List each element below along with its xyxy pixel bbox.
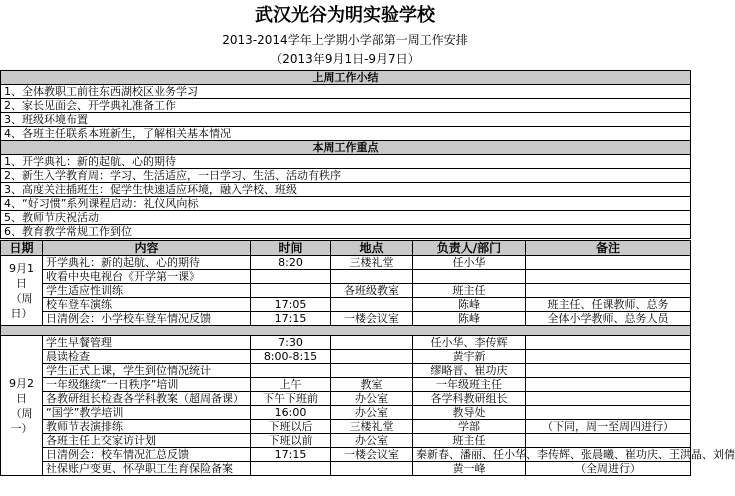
- separator-cell: [1, 326, 691, 336]
- notes-cell: 班主任、任课教师、总务: [526, 298, 691, 312]
- owner-cell: 班主任: [413, 434, 526, 448]
- owner-cell: [413, 270, 526, 284]
- document-subtitle: 2013-2014学年上学期小学部第一周工作安排: [222, 33, 468, 47]
- table-row: [1, 270, 691, 284]
- location-cell: 办公室: [331, 406, 413, 420]
- schedule-table: [0, 240, 735, 476]
- notes-cell: 全体小学教师、总务人员: [526, 312, 691, 326]
- time-cell: 下午下班前: [251, 392, 331, 406]
- notes-cell: [526, 434, 691, 448]
- table-row: [1, 298, 691, 312]
- time-cell: 17:05: [251, 298, 331, 312]
- table-row: [1, 256, 691, 270]
- location-cell: 三楼礼堂: [331, 420, 413, 434]
- header-date: 日期: [1, 241, 43, 256]
- weekday-label: （周日）: [10, 291, 33, 320]
- activity-cell: 学生适应性训练: [43, 284, 251, 298]
- location-cell: 各班级教室: [331, 284, 413, 298]
- owner-cell: 班主任: [413, 284, 526, 298]
- weekday-label: （周一）: [10, 406, 33, 435]
- activity-cell: 开学典礼：新的起航、心的期待: [43, 256, 251, 270]
- owner-cell: 陈峰: [413, 312, 526, 326]
- last-week-item: 2、家长见面会、开学典礼准备工作: [1, 99, 691, 113]
- time-cell: 下班以前: [251, 434, 331, 448]
- activity-cell: 教师节表演排练: [43, 420, 251, 434]
- notes-cell: [526, 350, 691, 364]
- date-label: 9月1日: [9, 261, 34, 290]
- last-week-item: 4、各班主任联系本班新生，了解相关基本情况: [1, 127, 691, 141]
- last-week-item: 3、班级环境布置: [1, 113, 691, 127]
- table-row: [1, 392, 691, 406]
- location-cell: 办公室: [331, 434, 413, 448]
- owner-cell: 黄宇新: [413, 350, 526, 364]
- time-cell: 8:00-8:15: [251, 350, 331, 364]
- owner-cell: 各学科教研组长: [413, 392, 526, 406]
- date-cell: [1, 336, 43, 476]
- this-week-item: 3、高度关注插班生：促学生快速适应环境，融入学校、班级: [1, 183, 691, 197]
- activity-cell: 学生早餐管理: [43, 336, 251, 350]
- time-cell: 16:00: [251, 406, 331, 420]
- notes-cell: [526, 270, 691, 284]
- location-cell: 教室: [331, 378, 413, 392]
- notes-cell: [526, 284, 691, 298]
- this-week-item: 2、新生入学教育周：学习、生活适应，一日学习、生活、活动有秩序: [1, 169, 691, 183]
- notes-cell: [526, 256, 691, 270]
- time-cell: [251, 462, 331, 476]
- owner-cell: 任小华: [413, 256, 526, 270]
- notes-cell: [526, 406, 691, 420]
- this-week-item: 6、教育教学常规工作到位: [1, 225, 691, 239]
- time-cell: 8:20: [251, 256, 331, 270]
- location-cell: 办公室: [331, 392, 413, 406]
- time-cell: 17:15: [251, 312, 331, 326]
- time-cell: 17:15: [251, 448, 331, 462]
- table-row: [1, 312, 691, 326]
- owner-cell: 黄一峰: [413, 462, 526, 476]
- activity-cell: 收看中央电视台《开学第一课》: [43, 270, 251, 284]
- header-time: 时间: [251, 241, 331, 256]
- header-owner: 负责人/部门: [413, 241, 526, 256]
- activity-cell: 各教研组长检查各学科教案（超周备课）: [43, 392, 251, 406]
- activity-cell: 社保账户变更、怀孕职工生育保险备案: [43, 462, 251, 476]
- notes-cell: [526, 336, 691, 350]
- date-range: （2013年9月1日-9月7日）: [270, 52, 420, 66]
- location-cell: 三楼礼堂: [331, 256, 413, 270]
- activity-cell: 各班主任上交家访计划: [43, 434, 251, 448]
- this-week-item: 1、开学典礼：新的起航、心的期待: [1, 155, 691, 169]
- last-week-item: 1、全体教职工前往东西湖校区业务学习: [1, 85, 691, 99]
- header-location: 地点: [331, 241, 413, 256]
- activity-cell: 日清例会：小学校车登车情况反馈: [43, 312, 251, 326]
- school-title: 武汉光谷为明实验学校: [255, 5, 435, 26]
- header-notes: 备注: [526, 241, 691, 256]
- activity-cell: 学生正式上课，学生到位情况统计: [43, 364, 251, 378]
- this-week-heading: 本周工作重点: [1, 141, 691, 155]
- table-row: [1, 336, 691, 350]
- last-week-heading: 上周工作小结: [1, 71, 691, 85]
- activity-cell: “国学”教学培训: [43, 406, 251, 420]
- owner-cell: 学部: [413, 420, 526, 434]
- time-cell: 下班以后: [251, 420, 331, 434]
- header-content: 内容: [43, 241, 251, 256]
- time-cell: 7:30: [251, 336, 331, 350]
- activity-cell: 晨读检查: [43, 350, 251, 364]
- this-week-item: 5、教师节庆祝活动: [1, 211, 691, 225]
- time-cell: [251, 364, 331, 378]
- activity-cell: 一年级继续“一日秩序”培训: [43, 378, 251, 392]
- time-cell: [251, 270, 331, 284]
- date-cell: [1, 256, 43, 326]
- location-cell: [331, 364, 413, 378]
- notes-cell: （下同，周一至周四进行）: [526, 420, 691, 434]
- notes-cell: （全周进行）: [526, 462, 691, 476]
- time-cell: 上午: [251, 378, 331, 392]
- table-row: [1, 462, 691, 476]
- location-cell: [331, 298, 413, 312]
- location-cell: 一楼会议室: [331, 312, 413, 326]
- activity-cell: 日清例会：校车情况汇总反馈: [43, 448, 251, 462]
- activity-cell: 校车登车演练: [43, 298, 251, 312]
- time-cell: [251, 284, 331, 298]
- table-row: [1, 448, 691, 462]
- owner-cell: 任小华、李传辉: [413, 336, 526, 350]
- notes-cell: [526, 392, 691, 406]
- owner-cell: 秦新春、潘丽、任小华、李传辉、张晨曦、崔功庆、王洪晶、刘倩: [413, 448, 526, 462]
- table-row: [1, 364, 691, 378]
- owner-cell: 陈峰: [413, 298, 526, 312]
- notes-cell: [526, 378, 691, 392]
- owner-cell: 缪略晋、崔功庆: [413, 364, 526, 378]
- schedule-body: [1, 256, 735, 476]
- location-cell: [331, 350, 413, 364]
- owner-cell: 教导处: [413, 406, 526, 420]
- table-row: [1, 284, 691, 298]
- notes-cell: [526, 364, 691, 378]
- table-row: [1, 420, 691, 434]
- this-week-item: 4、“好习惯”系列课程启动：礼仪风向标: [1, 197, 691, 211]
- location-cell: [331, 270, 413, 284]
- table-row: [1, 434, 691, 448]
- location-cell: [331, 336, 413, 350]
- day-separator: [1, 326, 691, 336]
- location-cell: [331, 462, 413, 476]
- date-label: 9月2日: [9, 376, 34, 405]
- table-row: [1, 378, 691, 392]
- location-cell: 一楼会议室: [331, 448, 413, 462]
- table-row: [1, 406, 691, 420]
- table-row: [1, 350, 691, 364]
- owner-cell: 一年级班主任: [413, 378, 526, 392]
- summary-table: [0, 70, 691, 239]
